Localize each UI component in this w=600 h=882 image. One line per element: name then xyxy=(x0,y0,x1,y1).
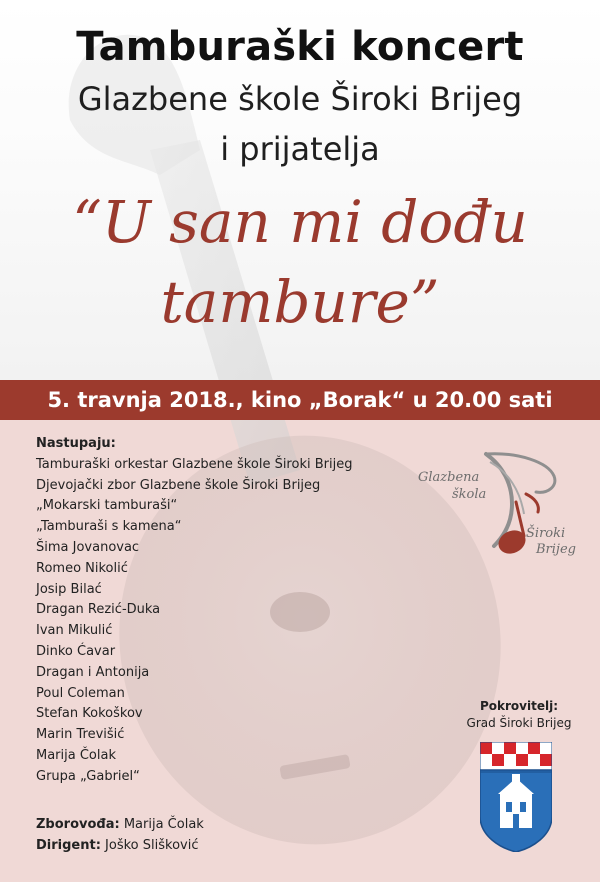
performer-item: Grupa „Gabriel“ xyxy=(36,768,140,784)
credits xyxy=(36,814,204,856)
choirmaster-label: Zborovođa: xyxy=(36,817,120,832)
performer-item: Stefan Kokoškov xyxy=(36,706,143,722)
logo-word-brijeg: Brijeg xyxy=(536,542,576,557)
logo-word-skola: škola xyxy=(452,487,487,502)
performer-item: Ivan Mikulić xyxy=(36,623,113,639)
school-logo xyxy=(408,444,588,574)
performer-item: Poul Coleman xyxy=(36,685,125,701)
performer-item: Romeo Nikolić xyxy=(36,560,128,576)
conductor-label: Dirigent: xyxy=(36,838,101,853)
date-venue-banner xyxy=(0,380,600,420)
motto-line2: tambure” xyxy=(160,268,440,336)
choirmaster-name: Marija Čolak xyxy=(123,817,204,832)
coat-of-arms-icon xyxy=(480,742,552,852)
performer-item: Tamburaški orkestar Glazbene škole Široki Brijeg xyxy=(36,456,353,472)
performer-item: Josip Bilać xyxy=(36,581,102,597)
performers-heading: Nastupaju: xyxy=(36,436,116,451)
performer-item: „Mokarski tamburaši“ xyxy=(36,498,178,514)
conductor-line xyxy=(36,835,204,856)
performer-item: Šima Jovanovac xyxy=(36,539,140,555)
date-venue-text: 5. travnja 2018., kino „Borak“ u 20.00 sati xyxy=(47,388,553,412)
conductor-name: Joško Slišković xyxy=(105,838,199,853)
performer-item: Dragan Rezić-Duka xyxy=(36,602,161,618)
performer-item: Dragan i Antonija xyxy=(36,664,150,680)
performer-item: „Tamburaši s kamena“ xyxy=(36,519,182,535)
concert-subtitle-line2: i prijatelja xyxy=(220,130,380,168)
motto-line1: “U san mi dođu xyxy=(72,188,528,256)
performer-item: Marin Trevišić xyxy=(36,727,125,743)
performer-item: Dinko Ćavar xyxy=(36,643,116,659)
sponsor-block xyxy=(450,698,588,732)
sponsor-label: Pokrovitelj: xyxy=(479,699,559,713)
performer-item: Djevojački zbor Glazbene škole Široki Brijeg xyxy=(36,477,321,493)
sponsor-name: Grad Široki Brijeg xyxy=(466,716,572,730)
choirmaster-line xyxy=(36,814,204,835)
logo-word-siroki: Široki xyxy=(526,526,566,541)
logo-word-glazbena: Glazbena xyxy=(418,470,480,485)
performers-list xyxy=(36,434,352,788)
performer-item: Marija Čolak xyxy=(36,747,116,763)
concert-subtitle-line1: Glazbene škole Široki Brijeg xyxy=(77,80,523,118)
concert-title: Tamburaški koncert xyxy=(76,24,524,70)
